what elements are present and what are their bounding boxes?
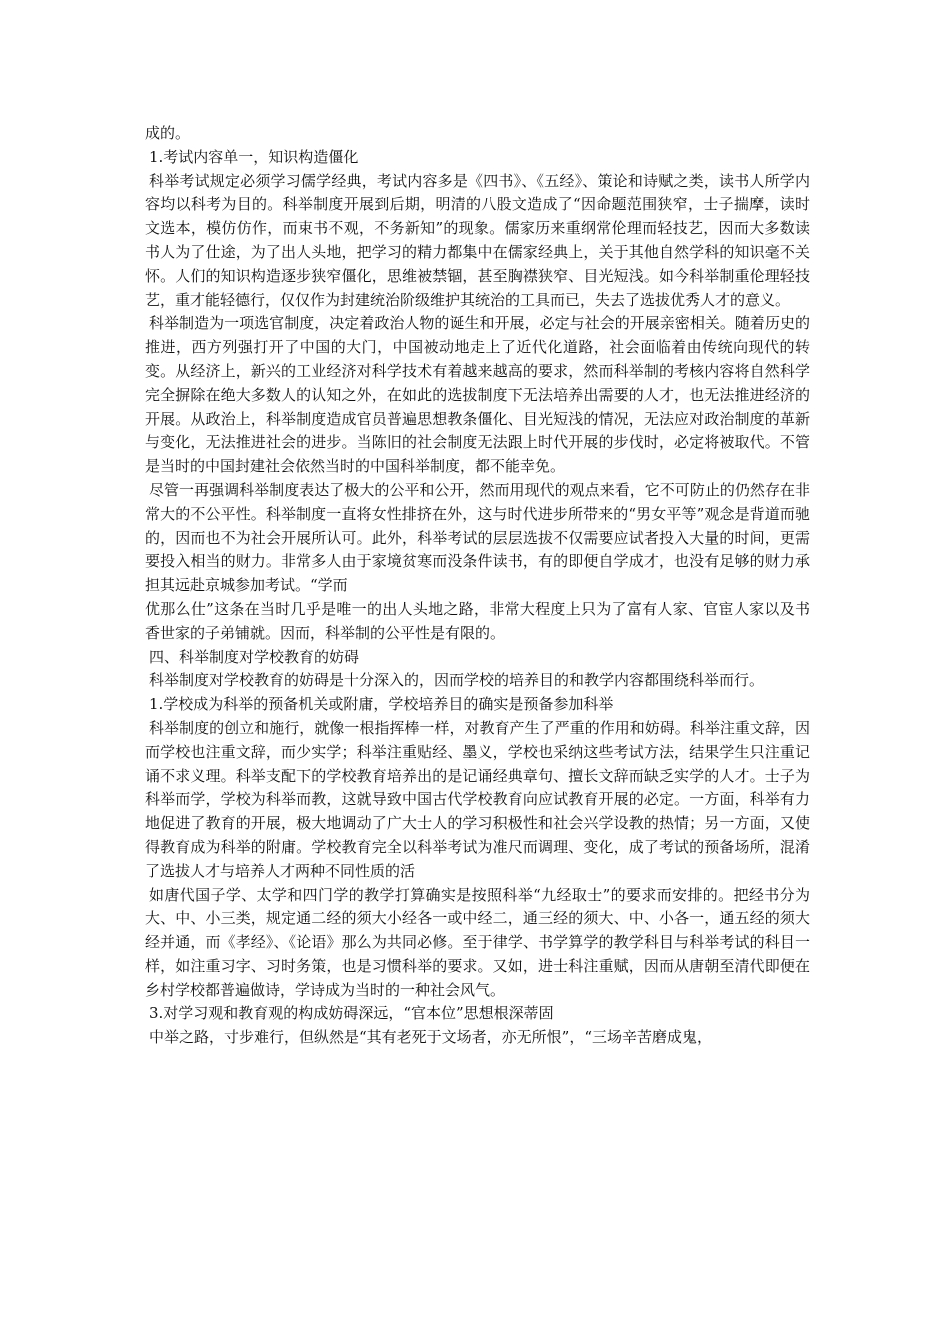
section-heading: 3.对学习观和教育观的构成妨碍深远，“官本位”思想根深蒂固 (149, 1004, 554, 1023)
paragraph: 如唐代国子学、太学和四门学的教学打算确实是按照科举“九经取士”的要求而安排的。把经书分为大、中、小三类，规定通二经的须大小经各一或中经二，通三经的须大、中、小各一，通五经的须大经并通，而《孝经》、《论语》那么为共同必修。至于律学、书学算学的教学科目与科举考试的科目一样，如注重习字、习时务策，也是习惯科举的要求。又如，进士科注重赋，因而从唐朝至清代即便在乡村学校都普遍做诗，学诗成为当时的一种社会风气。 (145, 885, 810, 999)
paragraph: 科举制度对学校教育的妨碍是十分深入的，因而学校的培养目的和教学内容都围绕科举而行。 (149, 671, 765, 690)
paragraph: 科举制造为一项选官制度，决定着政治人物的诞生和开展，必定与社会的开展亲密相关。随着历史的推进，西方列强打开了中国的大门，中国被动地走上了近代化道路，社会面临着由传统向现代的转变。从经济上，新兴的工业经济对科学技术有着越来越高的要求，然而科举制的考核内容将自然科学完全摒除在绝大多数人的认知之外，在如此的选拔制度下无法培养出需要的人才，也无法推进经济的开展。从政治上，科举制度造成官员普遍思想教条僵化、目光短浅的情况，无法应对政治制度的革新与变化，无法推进社会的进步。当陈旧的社会制度无法跟上时代开展的步伐时，必定将被取代。不管是当时的中国封建社会依然当时的中国科举制度，都不能幸免。 (145, 314, 810, 476)
paragraph-continuation: 成的。 (145, 124, 191, 142)
paragraph: 科举制度的创立和施行，就像一根指挥棒一样，对教育产生了严重的作用和妨碍。科举注重文辞，因而学校也注重文辞，而少实学；科举注重贴经、墨义，学校也采纳这些考试方法，结果学生只注重记诵不求义理。科举支配下的学校教育培养出的是记诵经典章句、擅长文辞而缺乏实学的人才。士子为科举而学，学校为科举而教，这就导致中国古代学校教育向应试教育开展的必定。一方面，科举有力地促进了教育的开展，极大地调动了广大士人的学习积极性和社会兴学设教的热情；另一方面，又使得教育成为科举的附庸。学校教育完全以科举考试为准尺而调理、变化，成了考试的预备场所，混淆了选拔人才与培养人才两种不同性质的活 (145, 718, 810, 880)
paragraph: 尽管一再强调科举制度表达了极大的公平和公开，然而用现代的观点来看，它不可防止的仍然存在非常大的不公平性。科举制度一直将女性排挤在外，这与时代进步所带来的“男女平等”观念是背道而驰的，因而也不为社会开展所认可。此外，科举考试的层层选拔不仅需要应试者投入大量的时间，更需要投入相当的财力。非常多人由于家境贫寒而没条件读书，有的即便自学成才，也没有足够的财力承担其远赴京城参加考试。“学而 (145, 480, 810, 595)
section-heading: 四、科举制度对学校教育的妨碍 (149, 647, 360, 666)
paragraph: 中举之路，寸步难行，但纵然是“其有老死于文场者，亦无所恨”，“三场辛苦磨成鬼， (149, 1028, 713, 1047)
section-heading: 1.学校成为科举的预备机关或附庸，学校培养目的确实是预备参加科举 (149, 695, 614, 714)
document-body (145, 122, 810, 1050)
section-heading: 1.考试内容单一，知识构造僵化 (149, 147, 359, 166)
paragraph: 优那么仕”这条在当时几乎是唯一的出人头地之路，非常大程度上只为了富有人家、官宦人家以及书香世家的子弟铺就。因而，科举制的公平性是有限的。 (145, 599, 810, 642)
paragraph: 科举考试规定必须学习儒学经典，考试内容多是《四书》、《五经》、策论和诗赋之类，读书人所学内容均以科考为目的。科举制度开展到后期，明清的八股文造成了“因命题范围狭窄，士子揣摩，读时文选本，模仿仿作，而束书不观，不务新知”的现象。儒家历来重纲常伦理而轻技艺，因而大多数读书人为了仕途，为了出人头地，把学习的精力都集中在儒家经典上，关于其他自然学科的知识毫不关怀。人们的知识构造逐步狭窄僵化，思维被禁锢，甚至胸襟狭窄、目光短浅。如今科举制重伦理轻技艺，重才能轻德行，仅仅作为封建统治阶级维护其统治的工具而已，失去了选拔优秀人才的意义。 (145, 171, 810, 309)
